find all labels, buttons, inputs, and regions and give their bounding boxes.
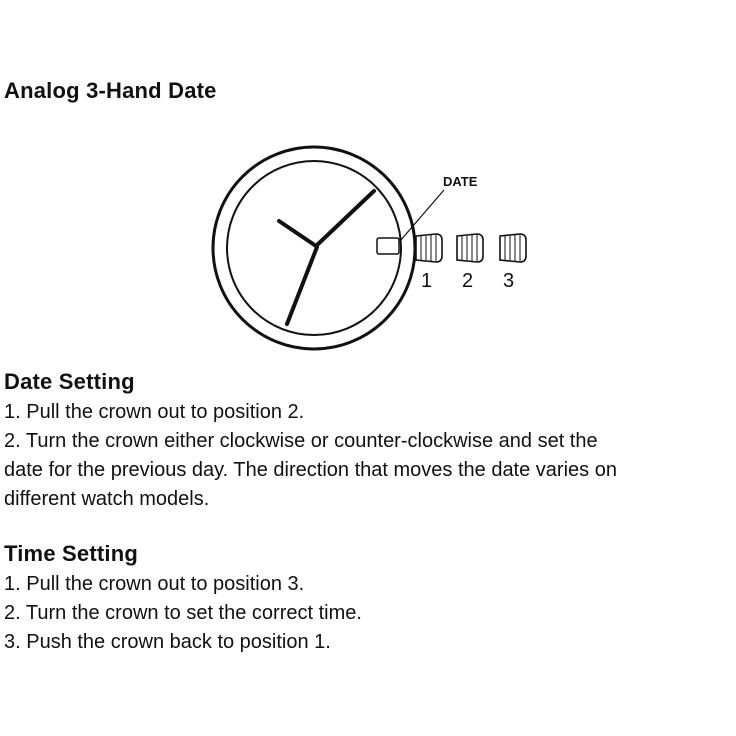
time-setting-heading: Time Setting <box>4 541 139 566</box>
date-setting-line: 1. Pull the crown out to position 2. <box>4 401 305 423</box>
date-setting-line: 2. Turn the crown either clockwise or counter-clockwise and set the <box>4 430 598 452</box>
time-setting-line: 3. Push the crown back to position 1. <box>4 631 331 653</box>
time-setting-instructions <box>4 570 362 657</box>
date-setting-heading: Date Setting <box>4 369 135 394</box>
hour-hand <box>279 221 316 246</box>
time-setting-line: 2. Turn the crown to set the correct time. <box>4 602 362 624</box>
date-setting-line: different watch models. <box>4 488 210 510</box>
page-title: Analog 3-Hand Date <box>4 78 217 103</box>
date-setting-line: date for the previous day. The direction that moves the date varies on <box>4 459 617 481</box>
crown-position-1 <box>416 234 442 262</box>
crown-position-1-label: 1 <box>421 270 433 292</box>
second-hand <box>287 247 317 324</box>
date-setting-instructions <box>4 398 617 514</box>
watch-dial <box>227 161 401 335</box>
crown-position-2 <box>457 234 483 262</box>
crown-position-3 <box>500 234 526 262</box>
minute-hand <box>316 191 374 246</box>
crown-position-3-label: 3 <box>503 270 515 292</box>
time-setting-line: 1. Pull the crown out to position 3. <box>4 573 305 595</box>
date-label: DATE <box>443 174 478 189</box>
crown-position-2-label: 2 <box>462 270 474 292</box>
date-window <box>377 238 399 254</box>
